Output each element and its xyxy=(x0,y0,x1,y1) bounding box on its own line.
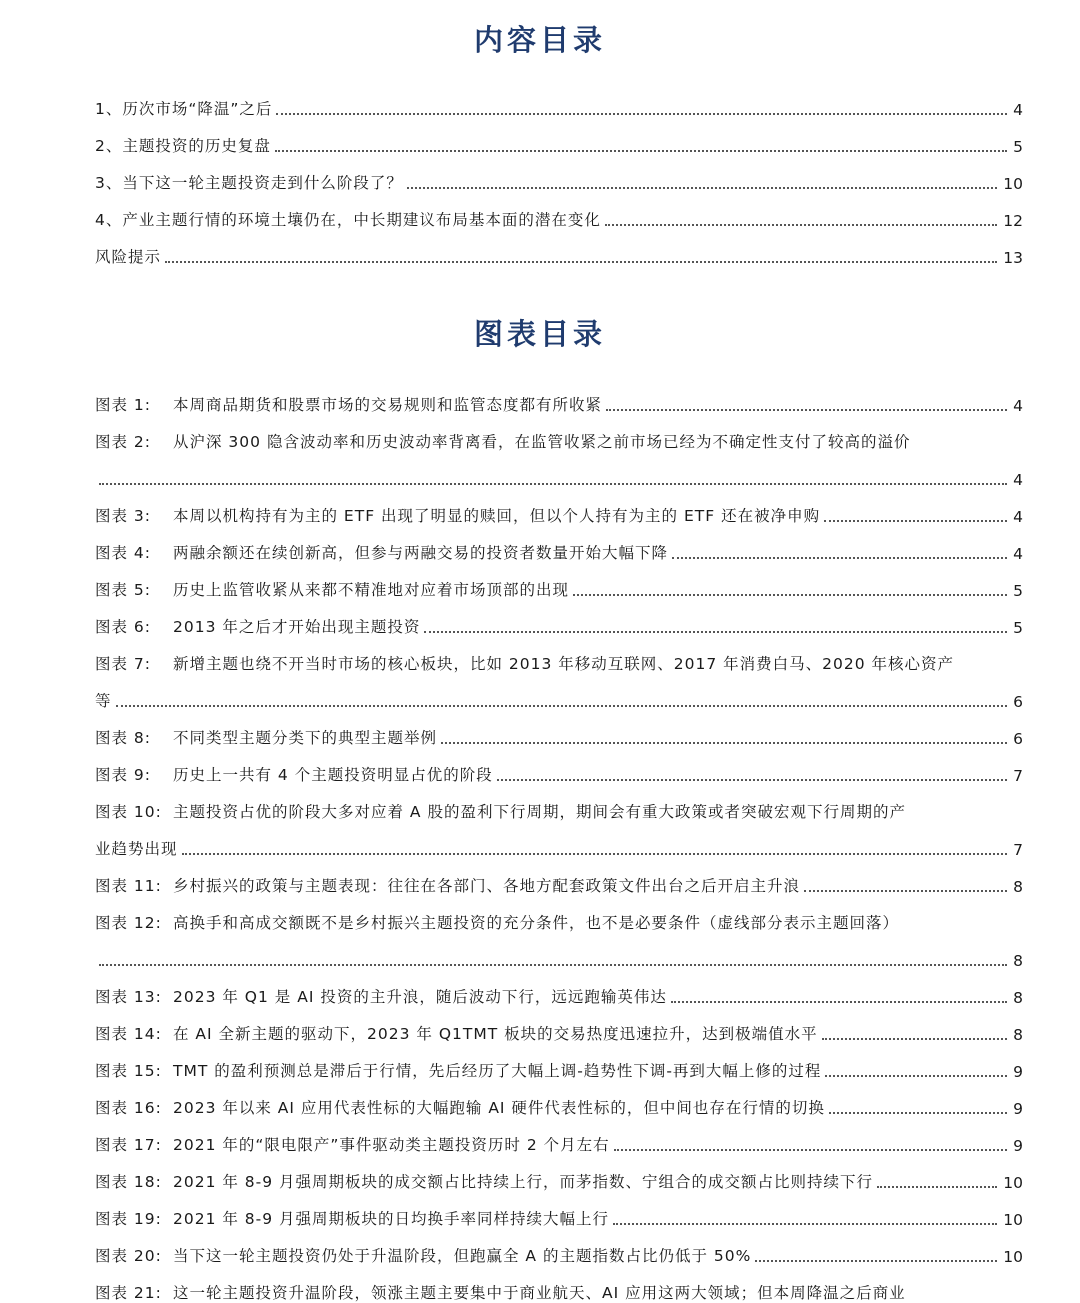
figure-entry[interactable] xyxy=(95,563,1023,600)
figure-entry[interactable] xyxy=(95,600,1023,637)
figure-entry[interactable] xyxy=(95,526,1023,563)
figure-list xyxy=(95,378,1023,1303)
figure-entry-text: 不同类型主题分类下的典型主题举例 xyxy=(173,729,438,747)
figure-entry[interactable] xyxy=(95,1192,1023,1229)
figure-entry[interactable] xyxy=(95,637,1023,674)
figure-entry-number: 图表 21: xyxy=(95,1284,162,1302)
figure-entry-number: 图表 13: xyxy=(95,988,162,1006)
dot-leader xyxy=(824,520,1007,522)
figure-entry[interactable] xyxy=(95,1044,1023,1081)
figure-entry-text: 历史上一共有 4 个主题投资明显占优的阶段 xyxy=(173,766,493,784)
dot-leader xyxy=(671,1001,1007,1003)
dot-leader xyxy=(755,1260,997,1262)
figure-entry-number: 图表 11: xyxy=(95,877,162,895)
toc-entry-page: 10 xyxy=(1003,175,1023,193)
figure-entry-number: 图表 4: xyxy=(95,544,152,562)
toc-entry-page: 12 xyxy=(1003,212,1023,230)
toc-entry-text: 1、历次市场“降温”之后 xyxy=(95,100,273,118)
figure-entry[interactable] xyxy=(95,415,1023,452)
figure-entry-text: 这一轮主题投资升温阶段，领涨主题主要集中于商业航天、AI 应用这两大领域；但本周降温之后商业 xyxy=(173,1284,906,1302)
figure-entry-number: 图表 15: xyxy=(95,1062,162,1080)
figure-entry-page: 5 xyxy=(1013,582,1023,600)
figure-entry[interactable] xyxy=(95,1229,1023,1266)
figure-entry-page: 4 xyxy=(1013,397,1023,415)
figure-entry-page: 9 xyxy=(1013,1100,1023,1118)
figure-entry-text: 本周以机构持有为主的 ETF 出现了明显的赎回，但以个人持有为主的 ETF 还在被净申购 xyxy=(173,507,821,525)
dot-leader xyxy=(165,261,997,263)
figure-entry-number: 图表 19: xyxy=(95,1210,162,1228)
dot-leader xyxy=(822,1038,1007,1040)
figure-entry-page: 7 xyxy=(1013,841,1023,859)
figure-entry[interactable] xyxy=(95,711,1023,748)
figure-entry-number: 图表 7: xyxy=(95,655,152,673)
figure-entry[interactable] xyxy=(95,970,1023,1007)
dot-leader xyxy=(606,409,1007,411)
figure-entry-page: 7 xyxy=(1013,767,1023,785)
figure-entry-number: 图表 1: xyxy=(95,396,152,414)
figure-entry-page: 4 xyxy=(1013,545,1023,563)
figure-entry-number: 图表 5: xyxy=(95,581,152,599)
figure-entry-number: 图表 9: xyxy=(95,766,152,784)
figure-entry-page: 8 xyxy=(1013,1026,1023,1044)
figure-entry-page: 8 xyxy=(1013,878,1023,896)
dot-leader xyxy=(116,705,1008,707)
dot-leader xyxy=(441,742,1007,744)
dot-leader xyxy=(573,594,1007,596)
dot-leader xyxy=(182,853,1008,855)
figure-entry-text: 在 AI 全新主题的驱动下，2023 年 Q1TMT 板块的交易热度迅速拉升，达到极端值水平 xyxy=(173,1025,818,1043)
toc-title: 内容目录 xyxy=(473,23,606,57)
figure-entry[interactable] xyxy=(95,1118,1023,1155)
toc-list xyxy=(95,82,1023,267)
figure-entry-text: 2023 年 Q1 是 AI 投资的主升浪，随后波动下行，远远跑输英伟达 xyxy=(173,988,667,1006)
figure-entry-text: 历史上监管收紧从来都不精准地对应着市场顶部的出现 xyxy=(173,581,570,599)
figure-entry-page: 10 xyxy=(1003,1174,1023,1192)
figure-entry-number: 图表 10: xyxy=(95,803,162,821)
figure-entry-number: 图表 16: xyxy=(95,1099,162,1117)
figure-entry-page: 10 xyxy=(1003,1248,1023,1266)
figure-entry[interactable] xyxy=(95,378,1023,415)
figure-entry-number: 图表 12: xyxy=(95,914,162,932)
dot-leader xyxy=(497,779,1007,781)
figure-entry-page: 4 xyxy=(1013,471,1023,489)
figure-entry-text: 2021 年 8-9 月强周期板块的成交额占比持续上行，而茅指数、宁组合的成交额占比则持续下行 xyxy=(173,1173,874,1191)
figure-entry-text: 乡村振兴的政策与主题表现：往往在各部门、各地方配套政策文件出台之后开启主升浪 xyxy=(173,877,801,895)
toc-entry[interactable] xyxy=(95,193,1023,230)
figure-entry-page: 8 xyxy=(1013,952,1023,970)
toc-entry[interactable] xyxy=(95,156,1023,193)
figure-entry-number: 图表 6: xyxy=(95,618,152,636)
figure-entry-page: 6 xyxy=(1013,693,1023,711)
dot-leader xyxy=(829,1112,1007,1114)
figure-entry[interactable] xyxy=(95,1266,1023,1303)
figure-entry-text: 两融余额还在续创新高，但参与两融交易的投资者数量开始大幅下降 xyxy=(173,544,669,562)
figure-entry-text: 2023 年以来 AI 应用代表性标的大幅跑输 AI 硬件代表性标的，但中间也存在行情的切换 xyxy=(173,1099,825,1117)
figure-entry-page: 4 xyxy=(1013,508,1023,526)
dot-leader xyxy=(605,224,997,226)
figure-entry[interactable] xyxy=(95,859,1023,896)
figure-entry-text: 从沪深 300 隐含波动率和历史波动率背离看，在监管收紧之前市场已经为不确定性支付了较高的溢价 xyxy=(173,433,911,451)
figure-entry-number: 图表 18: xyxy=(95,1173,162,1191)
dot-leader xyxy=(614,1149,1007,1151)
dot-leader xyxy=(276,113,1007,115)
figure-entry-page: 9 xyxy=(1013,1063,1023,1081)
toc-entry-text: 4、产业主题行情的环境土壤仍在，中长期建议布局基本面的潜在变化 xyxy=(95,211,601,229)
toc-entry-page: 4 xyxy=(1013,101,1023,119)
figure-entry-text: 高换手和高成交额既不是乡村振兴主题投资的充分条件，也不是必要条件（虚线部分表示主题回落） xyxy=(173,914,900,932)
figure-entry-page: 10 xyxy=(1003,1211,1023,1229)
toc-entry[interactable] xyxy=(95,82,1023,119)
toc-entry-text: 2、主题投资的历史复盘 xyxy=(95,137,271,155)
figure-entry[interactable] xyxy=(95,785,1023,822)
toc-entry-text: 3、当下这一轮主题投资走到什么阶段了？ xyxy=(95,174,403,192)
figure-entry[interactable] xyxy=(95,1081,1023,1118)
figure-entry-text: 2013 年之后才开始出现主题投资 xyxy=(173,618,421,636)
figure-entry-text: 新增主题也绕不开当时市场的核心板块，比如 2013 年移动互联网、2017 年消费白马、2020 年核心资产 xyxy=(173,655,955,673)
toc-entry[interactable] xyxy=(95,119,1023,156)
figure-entry-page: 5 xyxy=(1013,619,1023,637)
figure-entry-continuation[interactable] xyxy=(95,933,1023,970)
toc-entry-page: 13 xyxy=(1003,249,1023,267)
figure-entry[interactable] xyxy=(95,1007,1023,1044)
figure-entry[interactable] xyxy=(95,489,1023,526)
figure-entry-continuation[interactable] xyxy=(95,452,1023,489)
figure-entry-text: 2021 年的“限电限产”事件驱动类主题投资历时 2 个月左右 xyxy=(173,1136,610,1154)
figure-entry-page: 9 xyxy=(1013,1137,1023,1155)
figure-list-title: 图表目录 xyxy=(473,317,606,351)
figure-entry-number: 图表 2: xyxy=(95,433,152,451)
toc-entry-text: 风险提示 xyxy=(95,248,162,266)
figure-entry[interactable] xyxy=(95,896,1023,933)
figure-entry-continuation[interactable] xyxy=(95,674,1023,711)
figure-entry[interactable] xyxy=(95,748,1023,785)
figure-entry-number: 图表 17: xyxy=(95,1136,162,1154)
figure-entry-page: 8 xyxy=(1013,989,1023,1007)
dot-leader xyxy=(407,187,997,189)
figure-entry-text: 当下这一轮主题投资仍处于升温阶段，但跑赢全 A 的主题指数占比仍低于 50% xyxy=(173,1247,752,1265)
figure-entry-page: 6 xyxy=(1013,730,1023,748)
figure-entry-text: 2021 年 8-9 月强周期板块的日均换手率同样持续大幅上行 xyxy=(173,1210,610,1228)
toc-entry-page: 5 xyxy=(1013,138,1023,156)
figure-entry-number: 图表 20: xyxy=(95,1247,162,1265)
figure-entry-number: 图表 8: xyxy=(95,729,152,747)
dot-leader xyxy=(424,631,1007,633)
figure-entry-text-cont: 等 xyxy=(95,692,112,710)
dot-leader xyxy=(825,1075,1007,1077)
figure-entry-number: 图表 3: xyxy=(95,507,152,525)
figure-entry-number: 图表 14: xyxy=(95,1025,162,1043)
figure-entry-text: TMT 的盈利预测总是滞后于行情，先后经历了大幅上调-趋势性下调-再到大幅上修的过程 xyxy=(173,1062,822,1080)
dot-leader xyxy=(613,1223,997,1225)
dot-leader xyxy=(99,964,1007,966)
figure-entry-text-cont: 业趋势出现 xyxy=(95,840,178,858)
figure-entry-continuation[interactable] xyxy=(95,822,1023,859)
figure-entry-text: 本周商品期货和股票市场的交易规则和监管态度都有所收紧 xyxy=(173,396,603,414)
figure-entry-text: 主题投资占优的阶段大多对应着 A 股的盈利下行周期，期间会有重大政策或者突破宏观下行周期的产 xyxy=(173,803,906,821)
dot-leader xyxy=(275,150,1007,152)
dot-leader xyxy=(877,1186,997,1188)
dot-leader xyxy=(672,557,1007,559)
toc-entry[interactable] xyxy=(95,230,1023,267)
figure-entry[interactable] xyxy=(95,1155,1023,1192)
dot-leader xyxy=(804,890,1007,892)
dot-leader xyxy=(99,483,1007,485)
